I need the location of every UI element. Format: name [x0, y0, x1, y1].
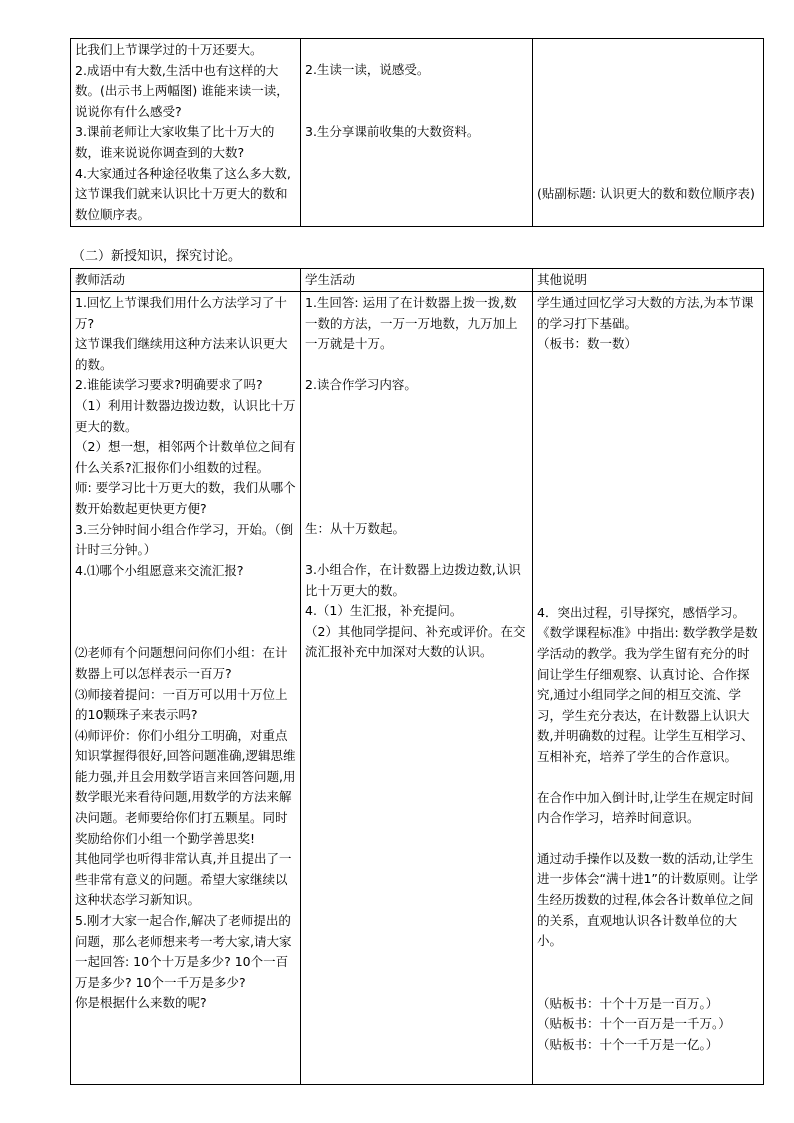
- paragraph: （1）利用计数器边拨边数，认识比十万更大的数。: [75, 397, 296, 434]
- paragraph: ⑷师评价：你们小组分工明确，对重点知识掌握得很好,回答问题准确,逻辑思维能力强,并且会用数学语言来回答问题,用数学眼光来看待问题,用数学的方法来解决问题。老师要给你们打五颗星。同时奖励给你们小组一个勤学善思奖!: [75, 727, 296, 846]
- paragraph: 2.读合作学习内容。: [305, 376, 417, 392]
- paragraph: 1.生回答: 运用了在计数器上拨一拨,数一数的方法，一万一万地数，九万加上一万就是十万。: [305, 295, 518, 352]
- paragraph: 这节课我们继续用这种方法来认识更大的数。: [75, 336, 288, 372]
- teacher-activity-cell: [71, 292, 301, 1085]
- paragraph: 比我们上节课学过的十万还要大。: [75, 42, 263, 57]
- paragraph: （贴板书：十个十万是一百万。）: [537, 995, 719, 1011]
- paragraph: （贴板书：十个一百万是一千万。）: [537, 1016, 731, 1032]
- table-row: [71, 39, 764, 227]
- paragraph: 其他同学也听得非常认真,并且提出了一些非常有意义的问题。希望大家继续以这种状态学习新知识。: [75, 851, 292, 908]
- paragraph: ⑵老师有个问题想问问你们小组：在计数器上可以怎样表示一百万?: [75, 645, 288, 681]
- header-notes: 其他说明: [533, 269, 764, 292]
- paragraph: 1.回忆上节课我们用什么方法学习了十万?: [75, 295, 287, 331]
- student-activity-cell: [301, 39, 533, 227]
- paragraph: （板书：数一数）: [537, 336, 638, 352]
- lesson-table-continued: [70, 38, 764, 227]
- paragraph: 4．突出过程，引导探究，感悟学习。《数学课程标准》中指出: 数学教学是数学活动的教学。我为学生留有充分的时间让学生仔细观察、认真讨论、合作探究,通过小组同学之间的相互交流、学习，学生充分表达，在计数器上认识大数,并明确数的过程。让学生互相学习、互相补充，培养了学生的合作意识。: [537, 604, 758, 764]
- paragraph: 3.三分钟时间小组合作学习，开始。（倒计时三分钟。）: [75, 521, 294, 558]
- paragraph: 4.大家通过各种途径收集了这么多大数,这节课我们就来认识比十万更大的数和数位顺序表。: [75, 165, 291, 222]
- paragraph: 通过动手操作以及数一数的活动,让学生进一步体会“满十进1”的计数原则。让学生经历拨数的过程,体会各计数单位之间的关系，直观地认识各计数单位的大小。: [537, 850, 758, 949]
- paragraph: （2）想一想，相邻两个计数单位之间有什么关系?汇报你们小组数的过程。: [75, 439, 296, 475]
- student-activity-cell: [301, 292, 533, 1085]
- paragraph: 你是根据什么来数的呢?: [75, 995, 207, 1011]
- lesson-table-new-knowledge: [70, 268, 764, 1085]
- table-header-row: [71, 269, 764, 292]
- paragraph: 生：从十万数起。: [305, 521, 406, 537]
- paragraph: 2.谁能读学习要求?明确要求了吗?: [75, 377, 263, 393]
- paragraph: （2）其他同学提问、补充或评价。在交流汇报补充中加深对大数的认识。: [305, 623, 526, 660]
- paragraph: 3.小组合作，在计数器上边拨边数,认识比十万更大的数。: [305, 561, 521, 598]
- paragraph: 在合作中加入倒计时,让学生在规定时间内合作学习，培养时间意识。: [537, 789, 754, 826]
- paragraph: 2.生读一读，说感受。: [305, 62, 430, 77]
- header-student-activity: 学生活动: [301, 269, 533, 292]
- header-teacher-activity: 教师活动: [71, 269, 301, 292]
- paragraph: 4.（1）生汇报，补充提问。: [305, 603, 463, 619]
- paragraph: ⑶师接着提问：一百万可以用十万位上的10颗珠子来表示吗?: [75, 686, 288, 723]
- paragraph: （贴板书：十个一千万是一亿。）: [537, 1036, 719, 1052]
- paragraph: 3.课前老师让大家收集了比十万大的数，谁来说说你调查到的大数?: [75, 124, 275, 160]
- paragraph: 5.刚才大家一起合作,解决了老师提出的问题，那么老师想来考一考大家,请大家一起回答: 10个十万是多少? 10个一百万是多少? 10个一千万是多少?: [75, 913, 292, 990]
- paragraph: 4.⑴哪个小组愿意来交流汇报?: [75, 562, 244, 578]
- paragraph: 3.生分享课前收集的大数资料。: [305, 123, 480, 139]
- notes-cell: [533, 292, 764, 1085]
- paragraph: (贴副标题: 认识更大的数和数位顺序表): [537, 186, 755, 201]
- teacher-activity-cell: [71, 39, 301, 227]
- notes-cell: [533, 39, 764, 227]
- paragraph: 学生通过回忆学习大数的方法,为本节课的学习打下基础。: [537, 295, 754, 331]
- paragraph: 师: 要学习比十万更大的数，我们从哪个数开始数起更快更方便?: [75, 480, 296, 516]
- table-row: [71, 292, 764, 1085]
- paragraph: 2.成语中有大数,生活中也有这样的大数。(出示书上两幅图) 谁能来读一读，说说你有什么感受?: [75, 62, 289, 119]
- section-heading: （二）新授知识，探究讨论。: [72, 249, 242, 264]
